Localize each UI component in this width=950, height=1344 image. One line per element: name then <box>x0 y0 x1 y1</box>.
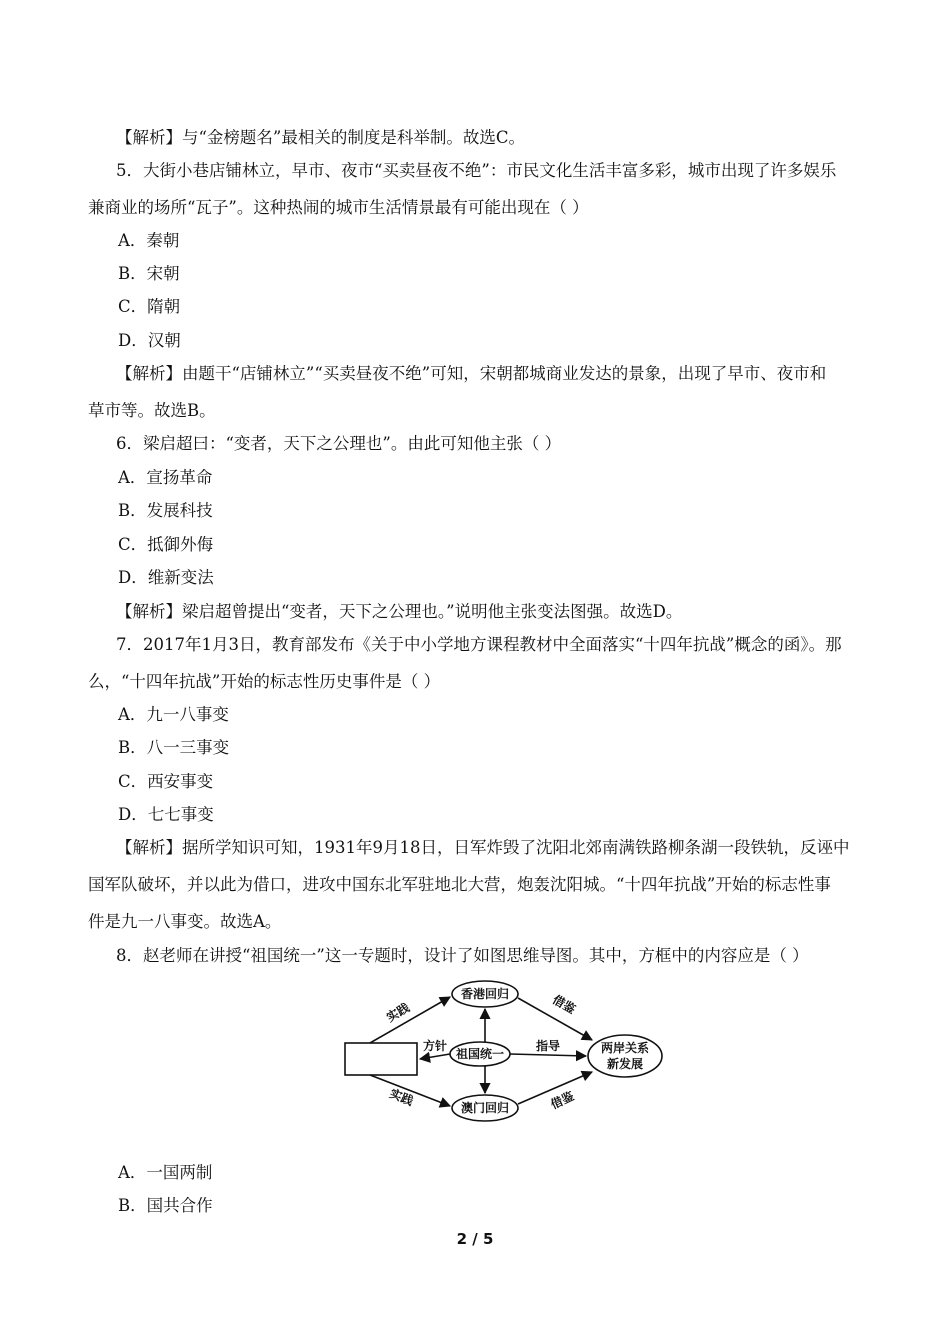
text-line: 件是九一八事变。故选A。 <box>88 912 282 931</box>
cross-strait-label-1: 两岸关系 <box>600 1041 650 1055</box>
mind-map-diagram <box>340 978 670 1128</box>
text-line: C．抵御外侮 <box>118 535 214 554</box>
text-line: 8．赵老师在讲授“祖国统一”这一专题时，设计了如图思维导图。其中，方框中的内容应是（ ） <box>116 946 809 965</box>
text-line: 7．2017年1月3日，教育部发布《关于中小学地方课程教材中全面落实“十四年抗战”概念的函》。那 <box>116 635 842 654</box>
mind-map-svg <box>340 978 670 1128</box>
text-line: 6．梁启超曰：“变者，天下之公理也”。由此可知他主张（ ） <box>116 434 562 453</box>
answer-box <box>345 1043 417 1075</box>
cross-strait-label-2: 新发展 <box>606 1057 644 1071</box>
text-line: 国军队破坏，并以此为借口，进攻中国东北军驻地北大营，炮轰沈阳城。“十四年抗战”开始的标志性事 <box>88 875 831 894</box>
text-line: B．发展科技 <box>118 501 213 520</box>
guide-label: 指导 <box>535 1039 561 1053</box>
macau-label: 澳门回归 <box>460 1101 510 1115</box>
text-line: 【解析】由题干“店铺林立”“买卖昼夜不绝”可知，宋朝都城商业发达的景象，出现了早市、夜市和 <box>116 364 827 383</box>
text-line: 5．大街小巷店铺林立，早市、夜市“买卖昼夜不绝”：市民文化生活丰富多彩，城市出现了许多娱乐 <box>116 161 837 180</box>
reference-label-top: 借鉴 <box>550 992 578 1017</box>
text-line: 草市等。故选B。 <box>88 401 216 420</box>
text-line: 么，“十四年抗战”开始的标志性历史事件是（ ） <box>88 672 441 691</box>
text-line: 【解析】与“金榜题名”最相关的制度是科举制。故选C。 <box>116 128 525 147</box>
text-line: 兼商业的场所“瓦子”。这种热闹的城市生活情景最有可能出现在（ ） <box>88 198 589 217</box>
text-line: A．一国两制 <box>118 1163 213 1182</box>
text-line: 【解析】梁启超曾提出“变者，天下之公理也。”说明他主张变法图强。故选D。 <box>116 602 683 621</box>
text-line: 【解析】据所学知识可知，1931年9月18日，日军炸毁了沈阳北郊南满铁路柳条湖一段铁轨，反诬中 <box>116 838 850 857</box>
page-number: 2 / 5 <box>456 1230 494 1248</box>
text-line: D．维新变法 <box>118 568 214 587</box>
text-line: D．七七事变 <box>118 805 214 824</box>
text-line: C．西安事变 <box>118 772 214 791</box>
arrow-center-to-cross <box>510 1054 586 1056</box>
text-line: B．宋朝 <box>118 264 180 283</box>
hongkong-label: 香港回归 <box>460 987 510 1001</box>
arrow-center-to-box <box>420 1054 450 1059</box>
practice-label-bottom: 实践 <box>387 1086 416 1109</box>
text-line: C．隋朝 <box>118 297 181 316</box>
text-line: A．秦朝 <box>118 231 180 250</box>
text-line: D．汉朝 <box>118 331 181 350</box>
text-line: B．国共合作 <box>118 1196 213 1215</box>
text-line: B．八一三事变 <box>118 738 230 757</box>
policy-label: 方针 <box>422 1039 448 1053</box>
practice-label-top: 实践 <box>384 1000 412 1025</box>
center-label: 祖国统一 <box>455 1047 505 1061</box>
arrow-box-to-hongkong <box>370 997 450 1043</box>
text-line: A．九一八事变 <box>118 705 229 724</box>
reference-label-bottom: 借鉴 <box>548 1088 577 1112</box>
text-line: A．宣扬革命 <box>118 468 213 487</box>
